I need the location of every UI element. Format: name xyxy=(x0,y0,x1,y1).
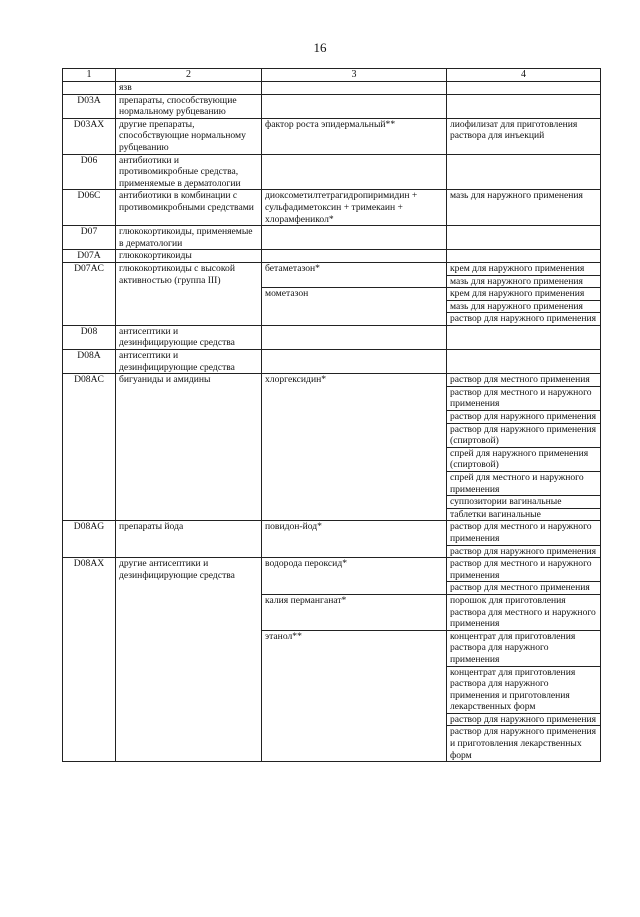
column-header: 4 xyxy=(447,69,601,82)
group-name-cell: глюкокортикоиды с высокой активностью (группа III) xyxy=(116,262,262,325)
group-name-cell: бигуаниды и амидины xyxy=(116,374,262,521)
atc-code-cell: D07AC xyxy=(63,262,116,325)
dosage-forms-cell xyxy=(447,118,601,154)
drug-name-cell: калия перманганат* xyxy=(262,594,447,630)
table-row xyxy=(63,154,601,190)
drug-name-cell: бетаметазон* xyxy=(262,262,447,287)
atc-code-cell: D07A xyxy=(63,250,116,263)
dosage-form: таблетки вагинальные xyxy=(450,508,541,520)
dosage-form: порошок для приготовления раствора для местного и наружного применения xyxy=(450,594,596,630)
table-row xyxy=(63,94,601,118)
dosage-forms-cell xyxy=(447,94,601,118)
column-header: 3 xyxy=(262,69,447,82)
dosage-form: раствор для наружного применения xyxy=(450,545,597,557)
atc-code-cell: D07 xyxy=(63,226,116,250)
group-name-cell: антибиотики в комбинации с противомикробными средствами xyxy=(116,190,262,226)
group-name-cell: другие антисептики и дезинфицирующие средства xyxy=(116,558,262,762)
drug-name-cell xyxy=(262,154,447,190)
dosage-forms-cell xyxy=(447,350,601,374)
dosage-forms-cell xyxy=(447,250,601,263)
drug-name-cell xyxy=(262,350,447,374)
group-name-cell: язв xyxy=(116,82,262,95)
dosage-form: лиофилизат для приготовления раствора для инъекций xyxy=(450,118,578,142)
drug-name-cell xyxy=(262,94,447,118)
group-name-cell: антибиотики и противомикробные средства, применяемые в дерматологии xyxy=(116,154,262,190)
dosage-forms-cell xyxy=(447,226,601,250)
table-row xyxy=(63,250,601,263)
atc-code-cell: D06 xyxy=(63,154,116,190)
table-row xyxy=(63,521,601,558)
dosage-forms-cell xyxy=(447,630,601,762)
table-row xyxy=(63,325,601,349)
drug-name-cell: хлоргексидин* xyxy=(262,374,447,521)
table-row xyxy=(63,190,601,226)
group-name-cell: антисептики и дезинфицирующие средства xyxy=(116,325,262,349)
dosage-forms-cell xyxy=(447,190,601,226)
dosage-form: раствор для наружного применения xyxy=(450,313,597,325)
dosage-form: раствор для местного применения xyxy=(450,582,590,594)
drug-name-cell xyxy=(262,82,447,95)
group-name-cell: антисептики и дезинфицирующие средства xyxy=(116,350,262,374)
page-number: 16 xyxy=(313,40,327,55)
atc-code-cell: D06C xyxy=(63,190,116,226)
dosage-forms-cell xyxy=(447,154,601,190)
drug-name-cell xyxy=(262,226,447,250)
atc-code-cell xyxy=(63,82,116,95)
dosage-form: раствор для местного и наружного применения xyxy=(447,558,600,582)
dosage-form: раствор для наружного применения (спиртовой) xyxy=(447,424,600,448)
group-name-cell: препараты, способствующие нормальному рубцеванию xyxy=(116,94,262,118)
drug-name-cell: водорода пероксид* xyxy=(262,558,447,595)
table-row xyxy=(63,350,601,374)
dosage-form: раствор для местного применения xyxy=(447,374,600,387)
atc-code-cell: D08AX xyxy=(63,558,116,762)
column-header: 2 xyxy=(116,69,262,82)
dosage-form: раствор для наружного применения xyxy=(447,714,600,727)
drug-name-cell: этанол** xyxy=(262,630,447,762)
dosage-form: мазь для наружного применения xyxy=(450,190,583,202)
table-row xyxy=(63,226,601,250)
group-name-cell: глюкокортикоиды, применяемые в дерматологии xyxy=(116,226,262,250)
table-row xyxy=(63,118,601,154)
drug-name-cell: диоксометилтетрагидропиримидин + сульфадиметоксин + тримекаин + хлорамфеникол* xyxy=(262,190,447,226)
dosage-forms-cell xyxy=(447,262,601,287)
atc-code-cell: D08AC xyxy=(63,374,116,521)
table-row xyxy=(63,558,601,595)
dosage-forms-cell xyxy=(447,558,601,595)
table-row xyxy=(63,262,601,287)
dosage-form: мазь для наружного применения xyxy=(450,275,583,287)
dosage-forms-cell xyxy=(447,288,601,326)
atc-code-cell: D03AX xyxy=(63,118,116,154)
drug-table xyxy=(62,68,601,762)
header-row xyxy=(63,69,601,82)
table-row xyxy=(63,82,601,95)
column-header: 1 xyxy=(63,69,116,82)
drug-name-cell xyxy=(262,325,447,349)
dosage-forms-cell xyxy=(447,521,601,558)
group-name-cell: глюкокортикоиды xyxy=(116,250,262,263)
dosage-forms-cell xyxy=(447,374,601,521)
drug-name-cell xyxy=(262,250,447,263)
group-name-cell: препараты йода xyxy=(116,521,262,558)
dosage-form: крем для наружного применения xyxy=(447,263,600,276)
drug-name-cell: фактор роста эпидермальный** xyxy=(262,118,447,154)
atc-code-cell: D08A xyxy=(63,350,116,374)
dosage-form: спрей для наружного применения (спиртовой) xyxy=(447,448,600,472)
dosage-form: концентрат для приготовления раствора для наружного применения и приготовления лекарственных форм xyxy=(447,667,600,714)
dosage-form: раствор для наружного применения и приготовления лекарственных форм xyxy=(450,726,597,761)
dosage-form: мазь для наружного применения xyxy=(447,301,600,314)
dosage-forms-cell xyxy=(447,594,601,630)
table-body xyxy=(63,82,601,762)
dosage-form: спрей для местного и наружного применения xyxy=(447,472,600,496)
table-row xyxy=(63,374,601,521)
atc-code-cell: D03A xyxy=(63,94,116,118)
dosage-forms-cell xyxy=(447,325,601,349)
atc-code-cell: D08AG xyxy=(63,521,116,558)
dosage-form: суппозитории вагинальные xyxy=(447,496,600,509)
atc-code-cell: D08 xyxy=(63,325,116,349)
dosage-form: раствор для местного и наружного применения xyxy=(447,387,600,411)
dosage-forms-cell xyxy=(447,82,601,95)
dosage-form: раствор для наружного применения xyxy=(447,411,600,424)
group-name-cell: другие препараты, способствующие нормальному рубцеванию xyxy=(116,118,262,154)
dosage-form: крем для наружного применения xyxy=(447,288,600,301)
drug-name-cell: мометазон xyxy=(262,288,447,326)
dosage-form: раствор для местного и наружного применения xyxy=(447,521,600,545)
drug-name-cell: повидон-йод* xyxy=(262,521,447,558)
dosage-form: концентрат для приготовления раствора для наружного применения xyxy=(447,631,600,667)
